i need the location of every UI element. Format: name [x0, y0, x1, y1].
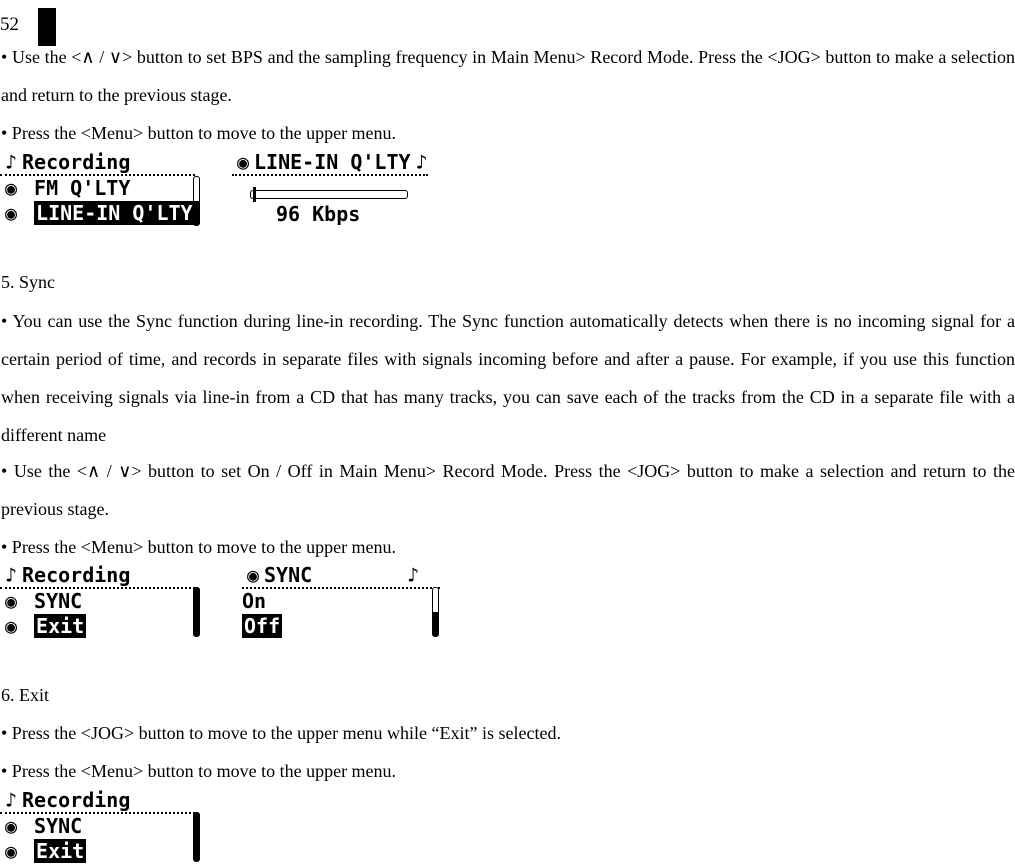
lcd-scroll-thumb [194, 201, 199, 225]
lcd-option-on: On [242, 589, 267, 613]
lcd-sync-setting [242, 563, 447, 641]
instruction-paragraph-sync: • You can use the Sync function during line-in recording. The Sync function automatically detects when there is no incoming signal for a certain period of time, and records in separate files with signals incoming before and after a pause. For example, if you use this function when receiving signals via line-in from a CD that has many tracks, you can save each of the tracks from the CD in a separate file with a different name [1, 311, 1015, 445]
record-icon: ♪ [4, 788, 18, 812]
record-icon: ♪ [407, 563, 420, 587]
lcd-scroll-thumb [194, 813, 199, 861]
lcd-scrollbar [193, 587, 200, 637]
lcd-item-exit: ◉ Exit [0, 614, 86, 638]
radio-bullet-icon: ◉ [4, 614, 18, 638]
record-icon: ♪ [415, 150, 428, 174]
lcd-title: Recording [22, 788, 131, 812]
lcd-title-row [242, 563, 440, 589]
lcd-title: LINE-IN Q'LTY [254, 150, 411, 174]
page-number: 52 [0, 14, 19, 35]
section-heading-sync: 5. Sync [1, 272, 55, 292]
instruction-paragraph-bps: • Use the <∧ / ∨> button to set BPS and the sampling frequency in Main Menu> Record Mode. Press the <JOG> button to make a selection and return to the previous stage. [1, 47, 1015, 105]
instruction-paragraph-menu-1: • Press the <Menu> button to move to the upper menu. [1, 123, 397, 143]
lcd-recording-menu-2 [0, 563, 205, 641]
lcd-scroll-thumb [433, 612, 438, 636]
lcd-item-exit: ◉ Exit [0, 839, 86, 863]
lcd-title: SYNC [264, 563, 313, 587]
instruction-paragraph-exit: • Press the <JOG> button to move to the upper menu while “Exit” is selected. [1, 723, 561, 743]
radio-bullet-icon: ◉ [4, 176, 18, 200]
lcd-item-sync: ◉ SYNC [0, 589, 82, 613]
section-heading-exit: 6. Exit [1, 685, 49, 705]
radio-bullet-icon: ◉ [236, 150, 250, 174]
lcd-title-row [0, 563, 195, 589]
lcd-recording-menu-1 [0, 150, 205, 228]
quality-slider [250, 190, 408, 199]
quality-slider-knob [253, 187, 256, 202]
radio-bullet-icon: ◉ [4, 839, 18, 863]
instruction-paragraph-menu-2: • Press the <Menu> button to move to the upper menu. [1, 537, 397, 557]
radio-bullet-icon: ◉ [4, 201, 18, 225]
quality-value: 96 Kbps [276, 202, 361, 226]
lcd-title: Recording [22, 150, 131, 174]
lcd-option-off: Off [244, 614, 281, 638]
record-icon: ♪ [4, 150, 18, 174]
instruction-paragraph-onoff: • Use the <∧ / ∨> button to set On / Off in Main Menu> Record Mode. Press the <JOG> button to make a selection and return to the previous stage. [1, 461, 1015, 519]
record-icon: ♪ [4, 563, 18, 587]
instruction-paragraph-menu-3: • Press the <Menu> button to move to the upper menu. [1, 761, 397, 781]
lcd-item-sync: ◉ SYNC [0, 814, 82, 838]
lcd-item-fm-qlty: ◉ FM Q'LTY [0, 176, 130, 200]
lcd-item-linein-qlty: ◉ LINE-IN Q'LTY [0, 201, 195, 225]
lcd-linein-quality [232, 150, 437, 228]
lcd-scrollbar [193, 176, 200, 226]
lcd-title: Recording [22, 563, 131, 587]
lcd-scrollbar [432, 587, 439, 637]
radio-bullet-icon: ◉ [4, 814, 18, 838]
lcd-scrollbar [193, 812, 200, 862]
lcd-recording-menu-3 [0, 788, 205, 864]
radio-bullet-icon: ◉ [246, 563, 260, 587]
lcd-title-row [0, 788, 195, 814]
lcd-title-row [232, 150, 428, 176]
radio-bullet-icon: ◉ [4, 589, 18, 613]
lcd-scroll-thumb [194, 588, 199, 636]
lcd-title-row [0, 150, 195, 176]
